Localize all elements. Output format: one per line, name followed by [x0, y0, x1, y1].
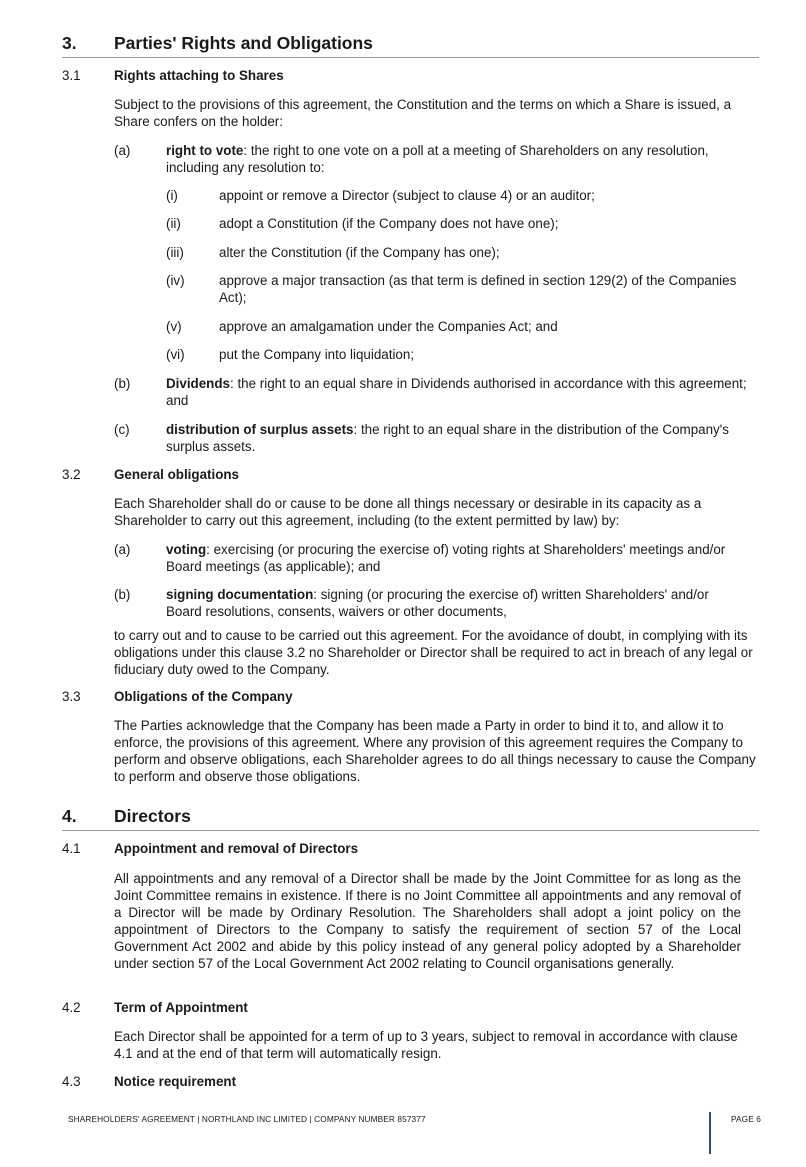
- section-heading-3: [62, 33, 759, 58]
- item-a-voting: [166, 541, 746, 575]
- subitem-label: (iii): [166, 245, 184, 260]
- clause-text: Each Director shall be appointed for a term of up to 3 years, subject to removal in accordance with clause 4.1 and at the end of that term will automatically resign.: [114, 1029, 738, 1061]
- subitem-label: (vi): [166, 347, 185, 362]
- subitem-label: (ii): [166, 216, 181, 231]
- subitem-label: (iv): [166, 273, 185, 288]
- defined-term: voting: [166, 542, 207, 557]
- subitem-text: put the Company into liquidation;: [219, 347, 415, 362]
- clause-title: Rights attaching to Shares: [114, 68, 284, 83]
- section-title: Parties' Rights and Obligations: [114, 33, 373, 53]
- clause-text: All appointments and any removal of a Director shall be made by the Joint Committee for as long as the Joint Committee remains in existence. If there is no Joint Committee all appointments and any removal of a Director will be made by Ordinary Resolution. The Shareholders shall adopt a joint policy on the appointment of Directors to the Company to satisfy the requirement of section 57 of the Local Government Act 2002 and abide by this policy instead of any general policy adopted by a Shareholder under section 57 of the Local Government Act 2002 relating to Council organisations generally.: [114, 871, 741, 971]
- item-text: : the right to one vote on a poll at a meeting of Shareholders on any resolution, including any resolution to:: [166, 143, 709, 175]
- subitem-text: alter the Constitution (if the Company has one);: [219, 245, 500, 260]
- clause-number: 4.3: [62, 1074, 81, 1089]
- subitem-label: (v): [166, 319, 182, 334]
- clause-number: 3.3: [62, 689, 81, 704]
- defined-term: right to vote: [166, 143, 244, 158]
- section-heading-4: [62, 806, 759, 831]
- section-number: 3.: [62, 33, 77, 53]
- footer-document-title: SHAREHOLDERS' AGREEMENT | NORTHLAND INC LIMITED | COMPANY NUMBER 857377: [68, 1114, 426, 1124]
- clause-number: 3.2: [62, 467, 81, 482]
- clause-number: 4.1: [62, 841, 81, 856]
- clause-number: 4.2: [62, 1000, 81, 1015]
- section-number: 4.: [62, 806, 77, 826]
- item-b-signing-documentation: [166, 586, 746, 620]
- subitem-text: approve a major transaction (as that term is defined in section 129(2) of the Companies Act);: [219, 273, 737, 305]
- subitem-text: adopt a Constitution (if the Company does not have one);: [219, 216, 559, 231]
- footer-divider: [709, 1112, 711, 1154]
- clause-number: 3.1: [62, 68, 81, 83]
- item-text: : the right to an equal share in Dividends authorised in accordance with this agreement; and: [166, 376, 747, 408]
- defined-term: distribution of surplus assets: [166, 422, 354, 437]
- item-a-right-to-vote: [166, 142, 754, 176]
- clause-text: The Parties acknowledge that the Company has been made a Party in order to bind it to, and allow it to enforce, the provisions of this agreement. Where any provision of this agreement requires the Company to perform and observe obligations, each Shareholder agrees to do all things necessary to cause the Company to perform and observe those obligations.: [114, 718, 756, 784]
- clause-title: Notice requirement: [114, 1074, 237, 1089]
- item-label: (a): [114, 542, 131, 557]
- clause-title: General obligations: [114, 467, 240, 482]
- item-label: (a): [114, 143, 131, 158]
- item-b-dividends: [166, 375, 754, 409]
- item-label: (b): [114, 587, 131, 602]
- item-text: : the right to an equal share in the distribution of the Company's surplus assets.: [166, 422, 729, 454]
- subitem-text: appoint or remove a Director (subject to clause 4) or an auditor;: [219, 188, 595, 203]
- page-number: PAGE 6: [731, 1114, 761, 1124]
- subitem-text: approve an amalgamation under the Companies Act; and: [219, 319, 558, 334]
- item-c-surplus-assets: [166, 421, 754, 455]
- clause-intro: Each Shareholder shall do or cause to be done all things necessary or desirable in its capacity as a Shareholder to carry out this agreement, including (to the extent permitted by law) by:: [114, 496, 702, 528]
- clause-title: Term of Appointment: [114, 1000, 248, 1015]
- clause-intro: Subject to the provisions of this agreement, the Constitution and the terms on which a Share is issued, a Share confers on the holder:: [114, 97, 732, 129]
- item-text: : signing (or procuring the exercise of) written Shareholders' and/or Board resolutions, consents, waivers or other documents,: [166, 587, 709, 619]
- item-label: (c): [114, 422, 130, 437]
- clause-title: Appointment and removal of Directors: [114, 841, 359, 856]
- section-title: Directors: [114, 806, 191, 826]
- clause-title: Obligations of the Company: [114, 689, 293, 704]
- item-text: : exercising (or procuring the exercise of) voting rights at Shareholders' meetings and/or Board meetings (as applicable); and: [166, 542, 726, 574]
- subitem-label: (i): [166, 188, 178, 203]
- item-label: (b): [114, 376, 131, 391]
- defined-term: signing documentation: [166, 587, 314, 602]
- clause-closing: to carry out and to cause to be carried out this agreement. For the avoidance of doubt, in complying with its obligations under this clause 3.2 no Shareholder or Director shall be required to act in breach of any legal or fiduciary duty owed to the Company.: [114, 628, 753, 677]
- defined-term: Dividends: [166, 376, 230, 391]
